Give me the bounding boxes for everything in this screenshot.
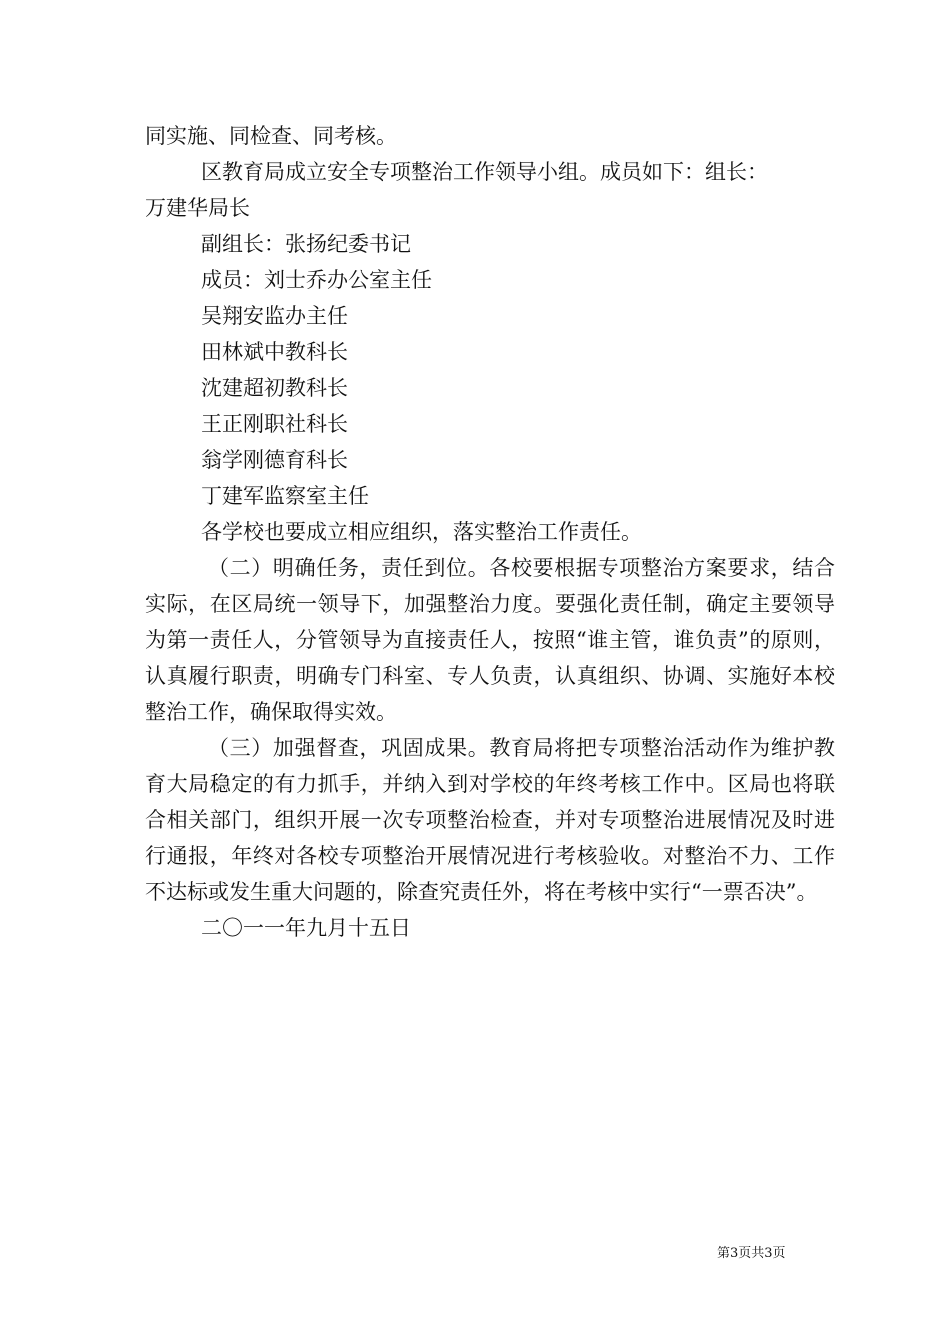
section-paragraph-2: （二）明确任务，责任到位。各校要根据专项整治方案要求，结合实际，在区局统一领导下，加强整治力度。要强化责任制，确定主要领导为第一责任人，分管领导为直接责任人，按照“谁主管，谁负责”的原则，认真履行职责，明确专门科室、专人负责，认真组织、协调、实施好本校整治工作，确保取得实效。 <box>145 556 835 724</box>
paragraph-line: 同实施、同检查、同考核。 <box>145 124 397 148</box>
member-line: 丁建军监察室主任 <box>201 484 369 508</box>
member-line: 吴翔安监办主任 <box>201 304 348 328</box>
page-footer: 第3页共3页 <box>717 1246 786 1261</box>
member-line: 副组长：张扬纪委书记 <box>201 232 411 256</box>
member-line: 王正刚职社科长 <box>201 412 348 436</box>
document-body <box>145 118 835 946</box>
member-line: 成员：刘士乔办公室主任 <box>201 268 432 292</box>
paragraph-line: 区教育局成立安全专项整治工作领导小组。成员如下：组长： <box>201 160 768 184</box>
paragraph-line: 万建华局长 <box>145 196 250 220</box>
document-date: 二〇一一年九月十五日 <box>201 916 411 940</box>
member-line: 沈建超初教科长 <box>201 376 348 400</box>
paragraph-line: 各学校也要成立相应组织，落实整治工作责任。 <box>201 520 642 544</box>
member-line: 翁学刚德育科长 <box>201 448 348 472</box>
section-paragraph-3: （三）加强督查，巩固成果。教育局将把专项整治活动作为维护教育大局稳定的有力抓手，并纳入到对学校的年终考核工作中。区局也将联合相关部门，组织开展一次专项整治检查，并对专项整治进展情况及时进行通报，年终对各校专项整治开展情况进行考核验收。对整治不力、工作不达标或发生重大问题的，除查究责任外，将在考核中实行“一票否决”。 <box>145 736 835 904</box>
member-line: 田林斌中教科长 <box>201 340 348 364</box>
